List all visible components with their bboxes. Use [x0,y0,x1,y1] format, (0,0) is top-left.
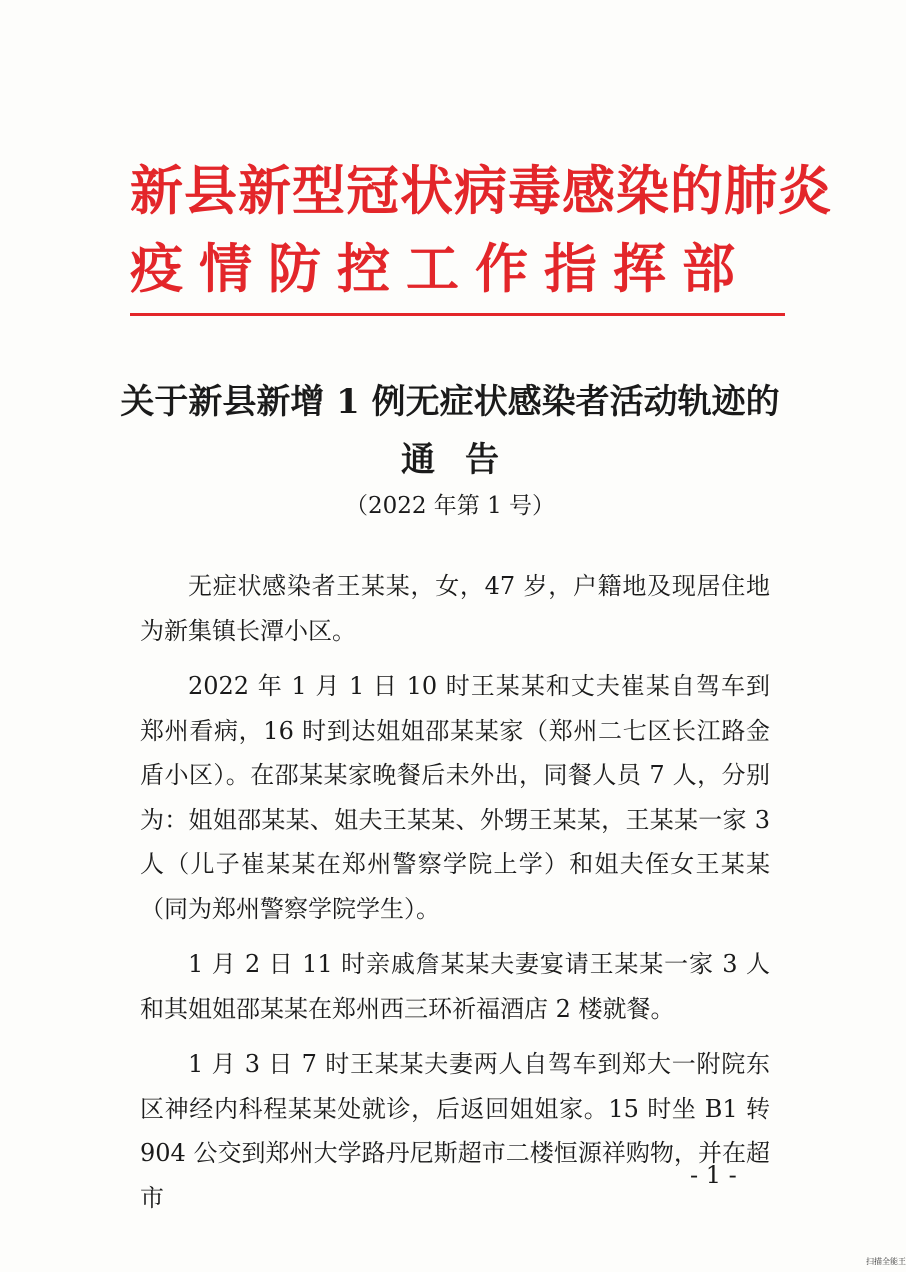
notice-title-line1: 关于新县新增 1 例无症状感染者活动轨迹的 [120,382,780,422]
document-number: （2022 年第 1 号） [344,493,556,519]
scanner-watermark: 扫描全能王 [866,1257,906,1266]
issuer-header-line1: 新县新型冠状病毒感染的肺炎 [130,161,832,222]
issuer-header-line2: 疫情防控工作指挥部 [130,239,751,300]
notice-title-line2: 通告 [401,440,529,480]
body-paragraph: 1 月 3 日 7 时王某某夫妻两人自驾车到郑大一附院东区神经内科程某某处就诊，后返回姐姐家。15 时坐 B1 转 904 公交到郑州大学路丹尼斯超市二楼恒源祥购物，并在超市 [140,1050,770,1212]
notice-body [140,564,770,1231]
body-paragraph: 2022 年 1 月 1 日 10 时王某某和丈夫崔某自驾车到郑州看病，16 时到达姐姐邵某某家（郑州二七区长江路金盾小区）。在邵某某家晚餐后未外出，同餐人员 7 人，分别为：姐姐邵某某、姐夫王某某、外甥王某某，王某某一家 3 人（儿子崔某某在郑州警察学院上学）和姐夫侄女王某某（同为郑州警察学院学生）。 [140,672,770,923]
red-divider-line [130,313,785,316]
body-paragraph: 1 月 2 日 11 时亲戚詹某某夫妻宴请王某某一家 3 人和其姐姐邵某某在郑州西三环祈福酒店 2 楼就餐。 [140,950,770,1023]
page-number: - 1 - [690,1161,737,1189]
body-paragraph: 无症状感染者王某某，女，47 岁，户籍地及现居住地为新集镇长潭小区。 [140,572,770,645]
